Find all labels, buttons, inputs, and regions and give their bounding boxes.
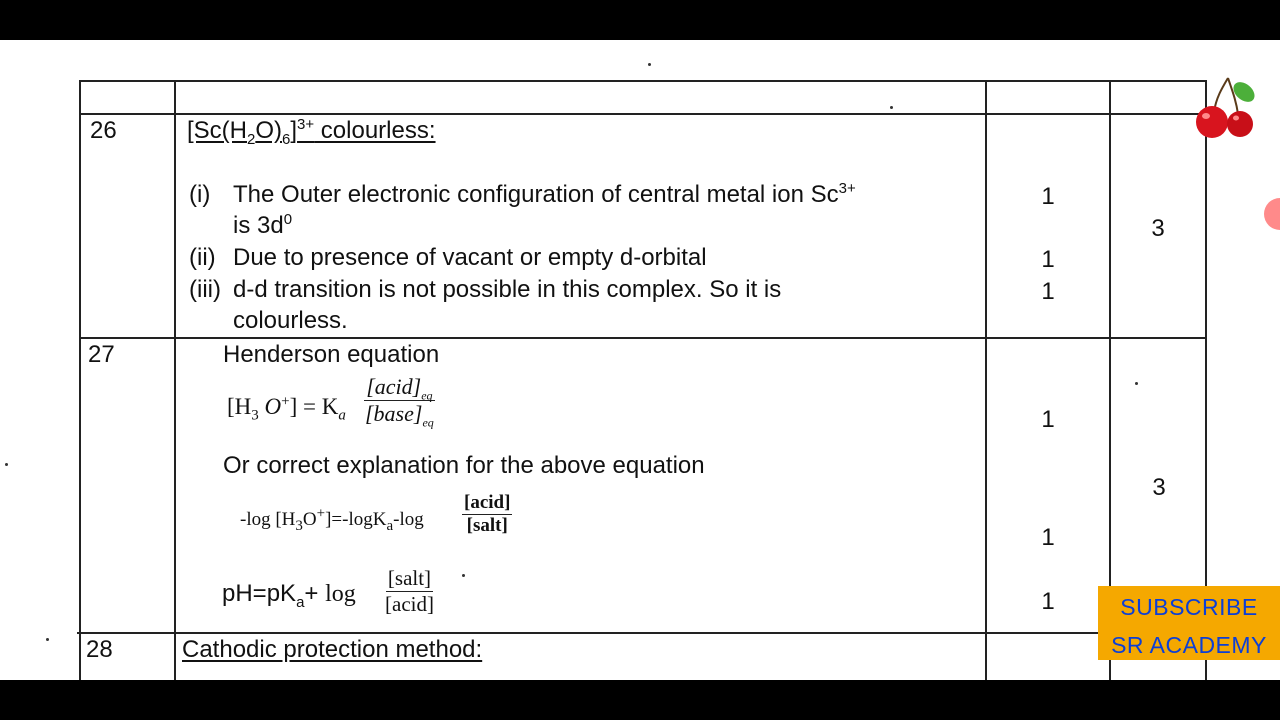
question-heading: $[Sc(H_2O)_6]^{3+}$ colourless:	[187, 116, 436, 148]
point-text-continued: is $3d^0$	[233, 211, 293, 239]
alternate-explanation: Or correct explanation for the above equation	[223, 452, 705, 479]
col-border-left	[79, 80, 81, 680]
subscribe-label: SUBSCRIBE	[1120, 594, 1258, 620]
ph-fraction: [salt] [acid]	[385, 566, 434, 616]
row-divider-26	[79, 113, 1207, 115]
table-top-border	[79, 80, 1207, 82]
scan-speck	[46, 638, 49, 641]
cherry-icon	[1188, 72, 1260, 140]
mark-value: 1	[1041, 278, 1055, 305]
row-divider-28	[77, 632, 1207, 634]
scan-speck	[462, 574, 465, 577]
henderson-equation-lhs: [$H_3$ $O^+] = K_a$	[227, 393, 346, 424]
total-marks: 3	[1152, 474, 1166, 501]
letterbox-bottom	[0, 680, 1280, 720]
channel-name: SR ACADEMY	[1111, 632, 1267, 658]
question-number: 26	[90, 117, 117, 144]
ph-equation: $pH=pK_a+ \log$	[222, 580, 356, 611]
point-label: (ii)	[189, 244, 216, 271]
log-equation: -log $[H_3O^+]=-\log K_a-\log$	[240, 505, 424, 534]
row-divider-27	[79, 337, 1207, 339]
point-text: The Outer electronic configuration of central metal ion $Sc^{3+}$	[233, 180, 856, 208]
mark-value: 1	[1041, 406, 1055, 433]
total-marks: 3	[1151, 215, 1165, 242]
mark-value: 1	[1041, 588, 1055, 615]
log-fraction: [acid] [salt]	[464, 492, 511, 536]
col-border-number	[174, 80, 176, 680]
point-text-continued: colourless.	[233, 307, 348, 334]
point-text: Due to presence of vacant or empty d-orbital	[233, 244, 707, 271]
answer-key-sheet	[0, 40, 1280, 680]
mark-value: 1	[1041, 524, 1055, 551]
henderson-fraction: $[acid]_{eq}$ $[base]_{eq}$	[365, 374, 434, 430]
scan-speck	[1135, 382, 1138, 385]
record-indicator-icon	[1262, 196, 1280, 232]
point-label: (i)	[189, 181, 211, 208]
letterbox-top	[0, 0, 1280, 40]
scan-speck	[5, 463, 8, 466]
subscribe-badge[interactable]	[1098, 586, 1280, 660]
point-text: d-d transition is not possible in this complex. So it is	[233, 276, 782, 303]
col-border-answer	[985, 80, 987, 680]
mark-value: 1	[1041, 246, 1055, 273]
equation-title: Henderson equation	[223, 341, 440, 368]
question-number: 28	[86, 636, 113, 663]
question-number: 27	[88, 341, 115, 368]
scan-speck	[890, 106, 893, 109]
mark-value: 1	[1041, 183, 1055, 210]
scan-speck	[648, 63, 651, 66]
point-label: (iii)	[189, 276, 221, 303]
question-heading: Cathodic protection method:	[182, 636, 483, 663]
